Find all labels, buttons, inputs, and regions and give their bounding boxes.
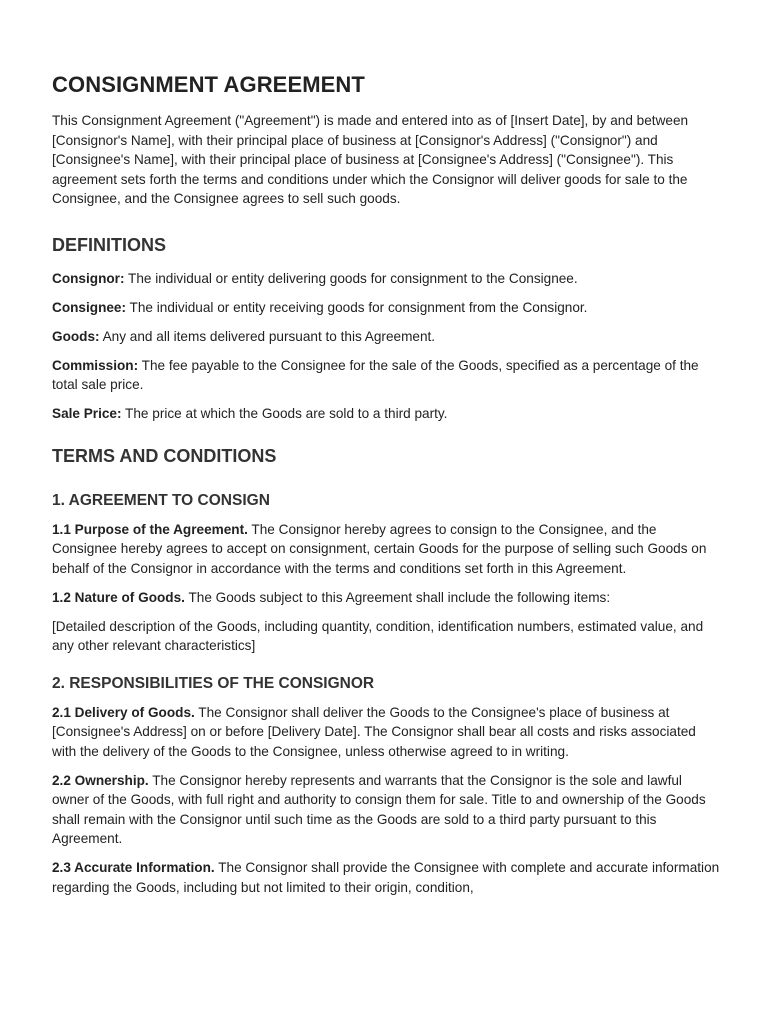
definition-goods — [52, 327, 720, 347]
definition-text: Any and all items delivered pursuant to this Agreement. — [99, 328, 436, 344]
definition-text: The individual or entity delivering goods for consignment to the Consignee. — [124, 270, 578, 286]
terms-heading: TERMS AND CONDITIONS — [52, 445, 277, 466]
clause-1-1 — [52, 520, 720, 579]
document-title: CONSIGNMENT AGREEMENT — [52, 72, 365, 97]
definition-consignee — [52, 298, 720, 318]
clause-label: 2.3 Accurate Information. — [52, 860, 215, 875]
clause-2-3 — [52, 858, 720, 897]
clause-text: The Consignor hereby agrees to consign to the Consignee, and the Consignee hereby agrees to accept on consignment, certain Goods for the purpose of selling such Goods on behalf of the Consignor in accordance with the terms and conditions set forth in this Agreement. — [52, 521, 707, 576]
definitions-heading: DEFINITIONS — [52, 234, 167, 255]
section-1-heading: 1. AGREEMENT TO CONSIGN — [52, 491, 270, 509]
definition-consignor — [52, 269, 720, 289]
definition-term: Sale Price: — [52, 406, 122, 421]
definition-term: Consignor: — [52, 270, 125, 286]
definition-term: Goods: — [52, 328, 100, 344]
section-2-heading: 2. RESPONSIBILITIES OF THE CONSIGNOR — [52, 674, 375, 692]
definition-text: The fee payable to the Consignee for the sale of the Goods, specified as a percentage of the total sale price. — [52, 357, 699, 392]
definition-term: Commission: — [52, 357, 139, 373]
definition-text: The price at which the Goods are sold to a third party. — [121, 406, 448, 421]
definition-commission — [52, 356, 720, 395]
definition-text: The individual or entity receiving goods for consignment from the Consignor. — [126, 299, 588, 315]
clause-label: 1.2 Nature of Goods. — [52, 589, 185, 605]
clause-2-1 — [52, 703, 720, 762]
clause-label: 1.1 Purpose of the Agreement. — [52, 521, 248, 537]
clause-text: The Consignor hereby represents and warrants that the Consignor is the sole and lawful owner of the Goods, with full right and authority to consign them for sale. Title to and ownership of the Goods shall remain with the Consignor until such time as the Goods are sold to a third party pursuant to this Agreement. — [52, 772, 706, 846]
clause-text: The Goods subject to this Agreement shall include the following items: — [184, 589, 611, 605]
document-page — [52, 70, 720, 907]
clause-label: 2.1 Delivery of Goods. — [52, 704, 195, 720]
clause-text: The Consignor shall provide the Consignee with complete and accurate information regarding the Goods, including but not limited to their origin, condition, — [52, 860, 720, 895]
clause-label: 2.2 Ownership. — [52, 772, 149, 788]
intro-paragraph: This Consignment Agreement ("Agreement") is made and entered into as of [Insert Date], by and between [Consignor's Name], with their principal place of business at [Consignor's Address] ("Consignor") and [Consignee's Name], with their principal place of business at [Consignee's Address] ("Consignee"). This agreement sets forth the terms and conditions under which the Consignor will deliver goods for sale to the Consignee, and the Consignee agrees to sell such goods. — [52, 113, 689, 206]
clause-1-2 — [52, 588, 720, 608]
definition-term: Consignee: — [52, 299, 127, 315]
goods-description-placeholder: [Detailed description of the Goods, including quantity, condition, identification numbers, estimated value, and any other relevant characteristics] — [52, 618, 704, 653]
clause-2-2 — [52, 771, 720, 849]
clause-text: The Consignor shall deliver the Goods to the Consignee's place of business at [Consignee's Address] on or before [Delivery Date]. The Consignor shall bear all costs and risks associated with the delivery of the Goods to the Consignee, unless otherwise agreed to in writing. — [52, 704, 696, 759]
definition-sale-price — [52, 404, 720, 424]
